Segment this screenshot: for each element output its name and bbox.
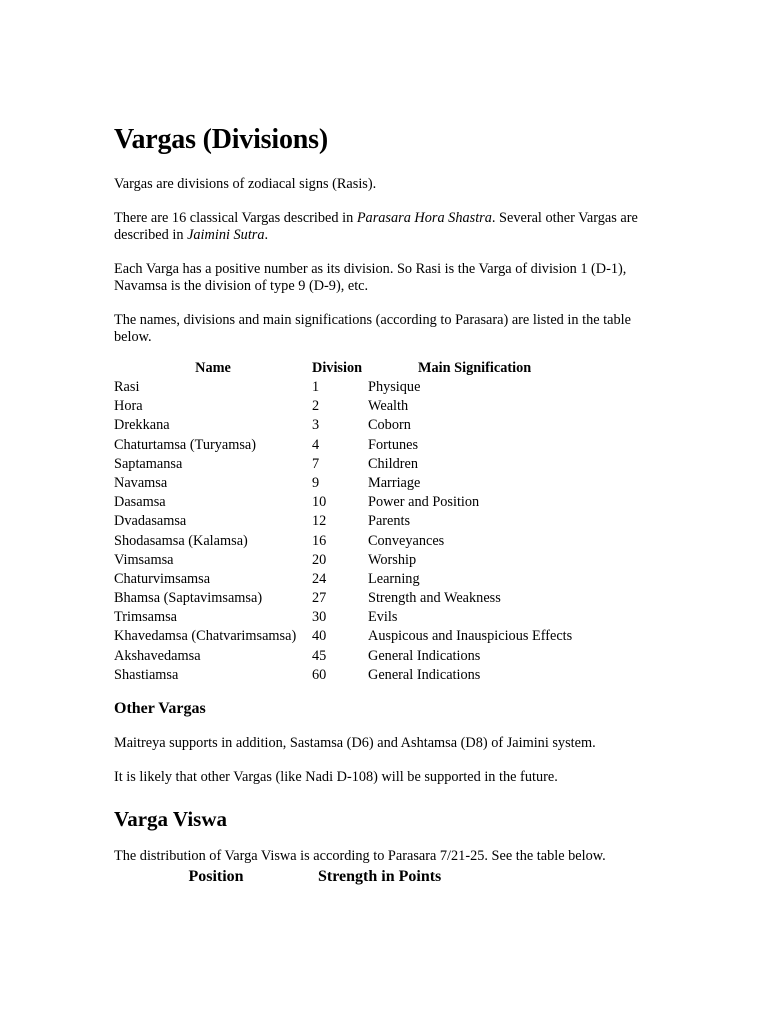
varga-division-cell: 45 <box>312 647 327 664</box>
table-row <box>114 589 654 608</box>
other-vargas-heading: Other Vargas <box>114 700 206 717</box>
varga-signification-cell: Power and Position <box>368 494 480 511</box>
varga-name-cell: Dvadasamsa <box>114 513 187 530</box>
varga-viswa-paragraph: The distribution of Varga Viswa is according to Parasara 7/21-25. See the table below. <box>114 848 606 864</box>
table-row <box>114 474 654 493</box>
table-row <box>114 436 654 455</box>
para2-text-c: . Several other Vargas are described in <box>114 210 638 243</box>
table-row <box>114 647 654 666</box>
varga-signification-cell: Physique <box>368 379 421 395</box>
varga-division-cell: 12 <box>312 513 327 530</box>
varga-division-cell: 40 <box>312 628 327 645</box>
varga-name-cell: Chaturtamsa (Turyamsa) <box>114 436 257 453</box>
varga-name-cell: Navamsa <box>114 474 168 491</box>
varga-division-cell: 3 <box>312 417 320 434</box>
table-intro-paragraph: The names, divisions and main significations (according to Parasara) are listed in the table below. <box>114 312 631 345</box>
varga-signification-cell: Worship <box>368 551 417 568</box>
parasara-hora-shastra-ref: Parasara Hora Shastra <box>356 210 492 226</box>
varga-division-cell: 60 <box>312 666 327 683</box>
page-title: Vargas (Divisions) <box>114 124 328 155</box>
varga-division-cell: 30 <box>312 609 327 626</box>
varga-signification-cell: Conveyances <box>368 532 445 549</box>
jaimini-sutra-ref: Jaimini Sutra <box>187 227 265 243</box>
varga-signification-cell: Parents <box>368 513 411 530</box>
other-vargas-paragraph-1: Maitreya supports in addition, Sastamsa (D6) and Ashtamsa (D8) of Jaimini system. <box>114 735 596 751</box>
table-row <box>114 493 654 512</box>
varga-division-cell: 9 <box>312 474 320 491</box>
document-page <box>114 124 654 887</box>
varga-name-cell: Saptamansa <box>114 455 183 472</box>
varga-viswa-table-header <box>114 867 654 887</box>
table-row <box>114 416 654 435</box>
varga-name-cell: Hora <box>114 398 143 415</box>
table-row <box>114 512 654 531</box>
varga-name-cell: Trimsamsa <box>114 609 178 626</box>
varga-division-cell: 7 <box>312 455 320 472</box>
varga-division-cell: 27 <box>312 590 327 607</box>
varga-name-cell: Shodasamsa (Kalamsa) <box>114 532 248 549</box>
varga-name-cell: Khavedamsa (Chatvarimsamsa) <box>114 628 297 645</box>
table-row <box>114 627 654 646</box>
varga-signification-cell: Wealth <box>368 398 409 415</box>
other-vargas-paragraph-2: It is likely that other Vargas (like Nadi D-108) will be supported in the future. <box>114 769 558 785</box>
table-row <box>114 608 654 627</box>
table-row <box>114 666 654 685</box>
varga-signification-cell: Fortunes <box>368 436 419 453</box>
para2-text-e: . <box>264 227 269 243</box>
varga-name-cell: Vimsamsa <box>114 551 174 568</box>
table-row <box>114 397 654 416</box>
varga-division-cell: 20 <box>312 551 327 568</box>
varga-viswa-heading: Varga Viswa <box>114 807 227 831</box>
varga-signification-cell: General Indications <box>368 647 481 664</box>
varga-name-cell: Shastiamsa <box>114 666 179 683</box>
intro-paragraph: Vargas are divisions of zodiacal signs (Rasis). <box>114 176 377 192</box>
varga-division-cell: 24 <box>312 570 327 587</box>
varga-name-cell: Chaturvimsamsa <box>114 570 211 587</box>
varga-signification-cell: General Indications <box>368 666 481 683</box>
header-division: Division <box>312 360 363 376</box>
varga-signification-cell: Strength and Weakness <box>368 590 501 607</box>
header-name: Name <box>195 360 231 376</box>
varga-division-cell: 1 <box>312 379 320 395</box>
header-main-signification: Main Signification <box>418 360 532 376</box>
varga-division-cell: 16 <box>312 532 327 549</box>
varga-signification-cell: Evils <box>368 609 398 626</box>
varga-name-cell: Dasamsa <box>114 494 166 511</box>
varga-signification-cell: Auspicous and Inauspicious Effects <box>368 628 573 645</box>
table-row <box>114 378 654 397</box>
table-row <box>114 532 654 551</box>
table-row <box>114 551 654 570</box>
varga-signification-cell: Coborn <box>368 417 411 434</box>
header-strength-in-points: Strength in Points <box>318 868 442 885</box>
varga-name-cell: Akshavedamsa <box>114 647 201 664</box>
table-row <box>114 455 654 474</box>
para2-text-a: There are 16 classical Vargas described in <box>114 210 357 226</box>
varga-division-cell: 2 <box>312 398 320 415</box>
varga-viswa-table <box>114 867 654 887</box>
vargas-table-header <box>114 358 654 378</box>
varga-name-cell: Drekkana <box>114 417 170 434</box>
classical-vargas-paragraph <box>114 210 654 244</box>
varga-name-cell: Bhamsa (Saptavimsamsa) <box>114 590 263 607</box>
vargas-table <box>114 358 654 685</box>
varga-division-cell: 4 <box>312 436 320 453</box>
varga-name-cell: Rasi <box>114 379 140 395</box>
varga-signification-cell: Learning <box>368 570 420 587</box>
varga-signification-cell: Marriage <box>368 474 421 491</box>
table-row <box>114 570 654 589</box>
varga-division-cell: 10 <box>312 494 327 511</box>
division-paragraph: Each Varga has a positive number as its division. So Rasi is the Varga of division 1 (D-1), Navamsa is the division of type 9 (D-9), etc. <box>114 261 627 294</box>
header-position: Position <box>188 868 244 885</box>
varga-signification-cell: Children <box>368 455 419 472</box>
